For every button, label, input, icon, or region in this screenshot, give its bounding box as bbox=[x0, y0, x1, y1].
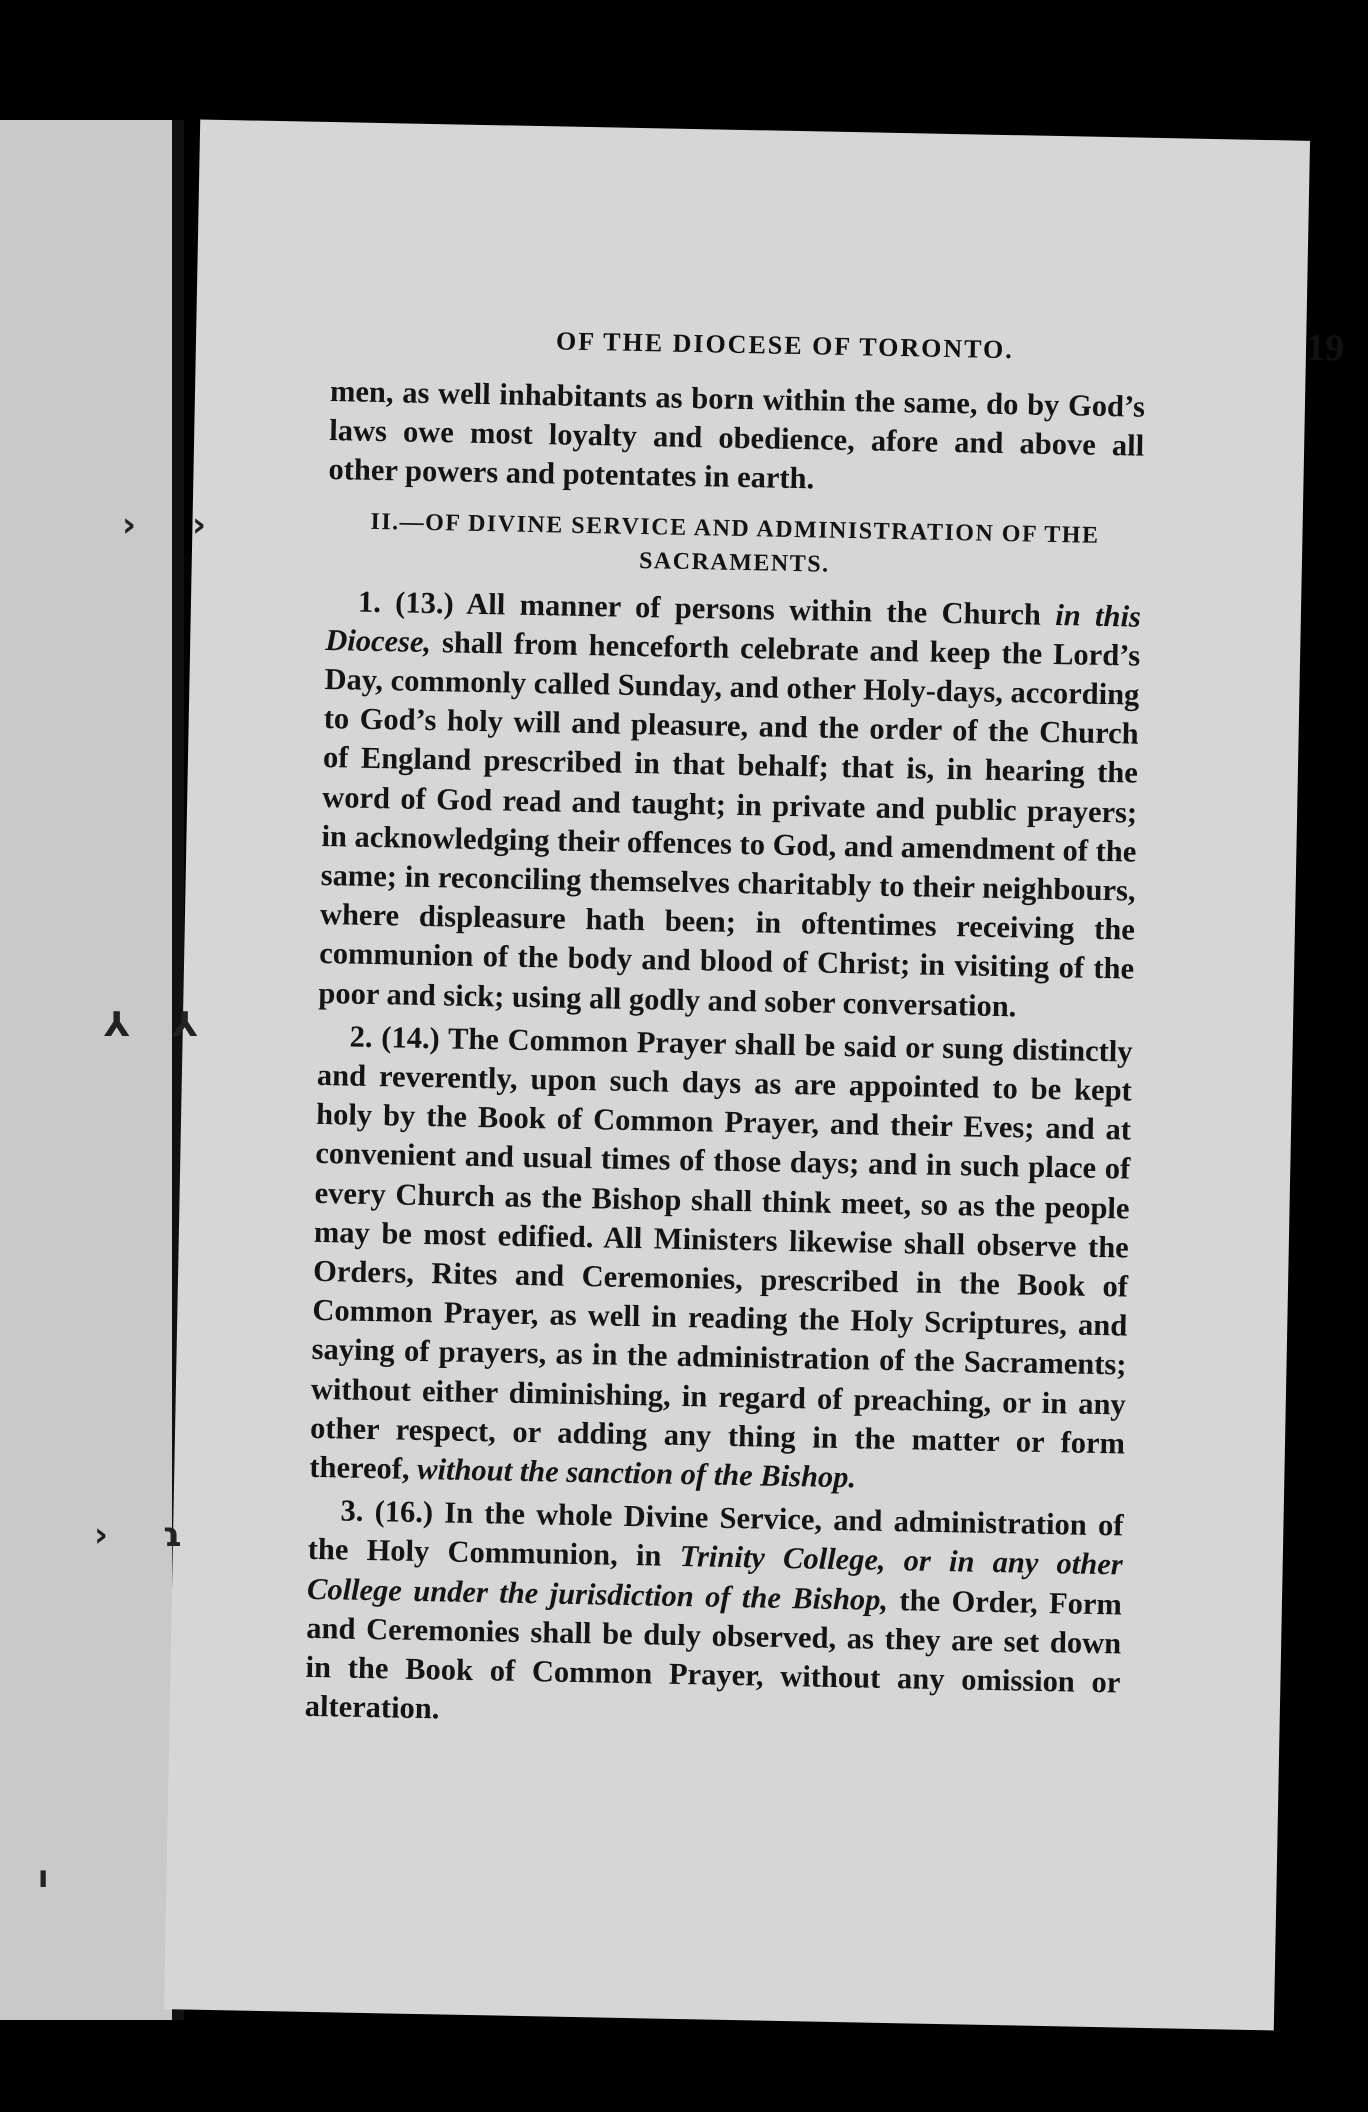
paragraph-2-italic: without the sanction of the Bishop. bbox=[416, 1452, 857, 1495]
paragraph-2 bbox=[309, 1017, 1133, 1503]
paragraph-3-text-c: the Order, Form and Ceremonies shall be duly observed, as they are set down in the Book of Common Prayer, without any omission or alteration. bbox=[304, 1582, 1123, 1726]
margin-mark-4: ⅄ bbox=[172, 1005, 198, 1045]
page-body bbox=[304, 372, 1145, 1742]
margin-mark-6: ɿ bbox=[162, 1515, 183, 1555]
paragraph-1-italic: in this Diocese, bbox=[324, 597, 1142, 659]
paragraph-1-text-c: shall from henceforth celebrate and keep the Lord’s Day, commonly called Sunday, and other Holy-days, according to God’s holy will and pleasure, and the order of the Church of England prescribed in that behalf; that is, in hearing the word of God read and taught; in private and public prayers; in acknowledging their offences to God, and amendment of the same; in reconciling themselves charitably to their neighbours, where displeasure hath been; in oftentimes receiving the communion of the body and blood of Christ; in visiting of the poor and sick; using all godly and sober conversation. bbox=[318, 624, 1141, 1023]
paragraph-3 bbox=[304, 1491, 1123, 1742]
margin-mark-2: › bbox=[192, 505, 207, 545]
section-heading-line1: II.—OF DIVINE SERVICE AND ADMINISTRATION OF THE bbox=[370, 508, 1100, 549]
section-heading bbox=[327, 504, 1143, 588]
paragraph-3-italic: Trinity College, or in any other College under the jurisdiction of the Bishop, bbox=[306, 1539, 1123, 1617]
paragraph-1 bbox=[318, 582, 1141, 1029]
book-page bbox=[164, 120, 1345, 2031]
margin-mark-1: › bbox=[122, 505, 137, 545]
margin-mark-3: ⅄ bbox=[104, 1005, 130, 1045]
section-heading-line2: SACRAMENTS. bbox=[638, 547, 830, 578]
paragraph-2-text-a: 2. (14.) The Common Prayer shall be said or sung distinctly and reverently, upon such days as are appointed to be kept holy by the Book of Common Prayer, and their Eves; and at convenient and usual times of those days; and in such place of every Church as the Bishop shall think meet, so as the people may be most edified. All Ministers likewise shall observe the Orders, Rites and Ceremonies, prescribed in the Book of Common Prayer, as well in reading the Holy Scriptures, and saying of prayers, as in the administration of the Sacraments; without either diminishing, in regard of preaching, or in any other respect, or adding any thing in the matter or form thereof, bbox=[309, 1019, 1133, 1487]
margin-mark-7: ı bbox=[38, 1860, 49, 1895]
facing-page-edge bbox=[0, 120, 178, 2020]
intro-paragraph: men, as well inhabitants as born within the same, do by God’s laws owe most loyalty and obedience, afore and above all other powers and potentates in earth. bbox=[328, 374, 1146, 496]
page-number: 19 bbox=[1305, 326, 1345, 370]
paragraph-1-text-a: 1. (13.) All manner of persons within the Church bbox=[357, 584, 1056, 632]
running-title: OF THE DIOCESE OF TORONTO. bbox=[555, 326, 1015, 365]
margin-mark-5: › bbox=[94, 1515, 109, 1555]
paragraph-3-text-a: 3. (16.) In the whole Divine Service, and administration of the Holy Communion, in bbox=[307, 1493, 1124, 1574]
